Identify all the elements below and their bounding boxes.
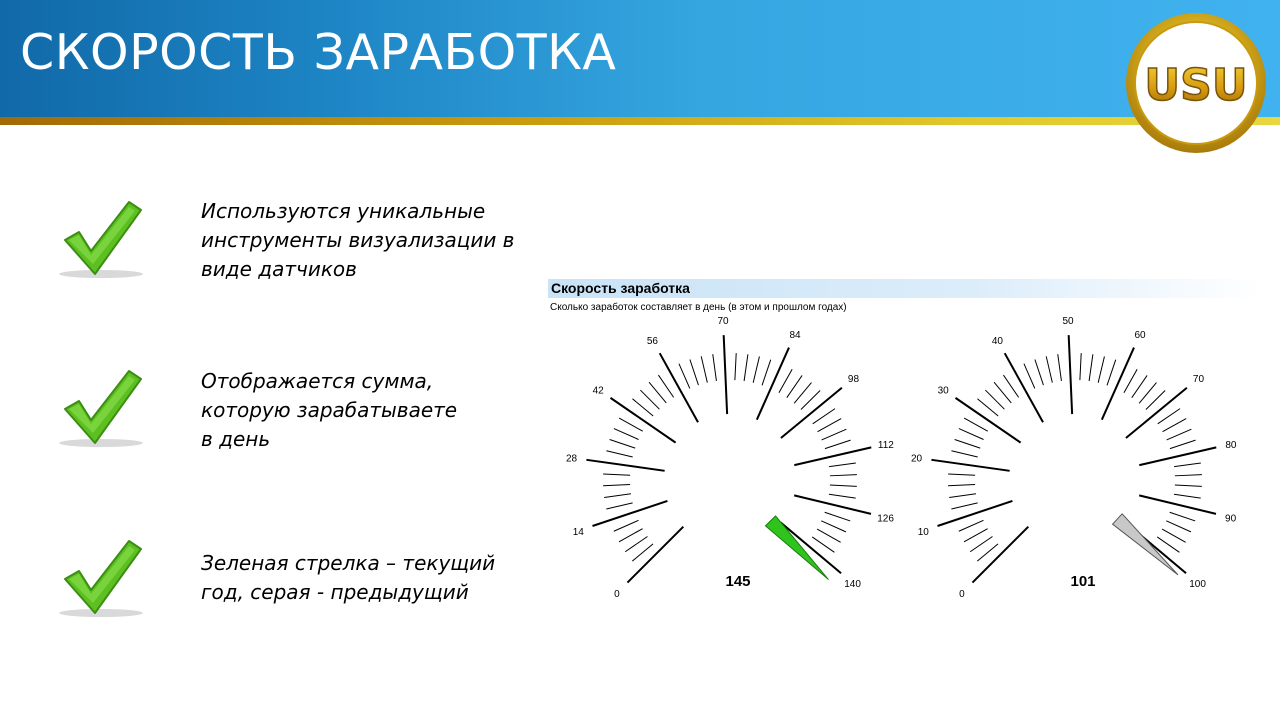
tick-label: 70 xyxy=(1192,374,1205,386)
bullet-line: в день xyxy=(201,427,271,451)
tick-label: 84 xyxy=(789,329,801,341)
gauge-value: 145 xyxy=(725,573,751,590)
minor-tick xyxy=(985,390,1004,409)
minor-tick xyxy=(614,520,639,531)
minor-tick xyxy=(679,364,690,389)
minor-tick xyxy=(830,485,857,486)
tick-label: 14 xyxy=(572,526,584,538)
tick-label: 0 xyxy=(614,589,620,601)
minor-tick xyxy=(1174,463,1201,467)
bullet-line: виде датчиков xyxy=(201,257,357,281)
major-tick xyxy=(931,460,1009,471)
major-tick xyxy=(972,527,1028,583)
minor-tick xyxy=(1158,409,1180,424)
gauge-value: 101 xyxy=(1070,573,1096,590)
minor-tick xyxy=(603,485,630,486)
minor-tick xyxy=(1003,375,1018,397)
minor-tick xyxy=(825,440,851,448)
tick-label: 42 xyxy=(592,385,604,397)
minor-tick xyxy=(1035,359,1044,385)
minor-tick xyxy=(1170,440,1196,448)
minor-tick xyxy=(606,451,632,457)
minor-tick xyxy=(813,409,835,424)
minor-tick xyxy=(1107,360,1116,386)
minor-tick xyxy=(955,439,981,448)
minor-tick xyxy=(632,399,653,416)
minor-tick xyxy=(603,474,630,475)
minor-tick xyxy=(606,503,632,509)
minor-tick xyxy=(1170,512,1196,521)
minor-tick xyxy=(744,354,748,381)
tick-label: 100 xyxy=(1189,578,1206,590)
bullet-line: Отображается сумма, xyxy=(201,369,434,393)
bullet-line: которую зарабатываете xyxy=(201,398,458,422)
minor-tick xyxy=(1024,364,1035,389)
minor-tick xyxy=(829,463,856,467)
minor-tick xyxy=(632,544,653,561)
minor-tick xyxy=(690,359,699,385)
minor-tick xyxy=(649,382,666,403)
minor-tick xyxy=(1146,391,1165,410)
minor-tick xyxy=(610,439,636,448)
minor-tick xyxy=(658,375,673,397)
gauge-needle xyxy=(765,516,828,580)
tick-label: 28 xyxy=(565,453,578,465)
tick-label: 56 xyxy=(646,336,658,348)
minor-tick xyxy=(829,494,856,498)
minor-tick xyxy=(1046,356,1052,382)
minor-tick xyxy=(787,375,802,397)
tick-label: 30 xyxy=(937,385,949,397)
major-tick xyxy=(627,527,683,583)
minor-tick xyxy=(948,485,975,486)
minor-tick xyxy=(959,520,984,531)
minor-tick xyxy=(830,475,857,476)
tick-label: 20 xyxy=(910,453,923,465)
tick-label: 40 xyxy=(991,336,1003,348)
major-tick xyxy=(1139,495,1216,513)
minor-tick xyxy=(1139,383,1156,404)
minor-tick xyxy=(1098,356,1104,382)
minor-tick xyxy=(735,353,736,380)
major-tick xyxy=(586,460,664,471)
major-tick xyxy=(781,522,842,573)
tick-label: 60 xyxy=(1134,329,1146,341)
minor-tick xyxy=(951,503,977,509)
minor-tick xyxy=(713,354,717,381)
minor-tick xyxy=(1058,354,1062,381)
minor-tick xyxy=(964,418,988,431)
major-tick xyxy=(611,398,676,443)
minor-tick xyxy=(817,529,841,542)
minor-tick xyxy=(825,512,851,521)
minor-tick xyxy=(625,536,647,551)
minor-tick xyxy=(762,360,771,386)
bullet-line: Используются уникальные xyxy=(201,199,486,223)
minor-tick xyxy=(977,399,998,416)
minor-tick xyxy=(801,391,820,410)
minor-tick xyxy=(994,382,1011,403)
minor-tick xyxy=(604,494,631,498)
minor-tick xyxy=(753,356,759,382)
minor-tick xyxy=(1162,529,1186,542)
tick-label: 98 xyxy=(847,374,860,386)
major-tick xyxy=(794,495,871,513)
tick-label: 112 xyxy=(877,440,894,452)
logo-text: USU xyxy=(1144,60,1248,111)
minor-tick xyxy=(818,419,842,432)
major-tick xyxy=(1069,335,1072,414)
minor-tick xyxy=(964,529,988,542)
minor-tick xyxy=(959,429,984,440)
minor-tick xyxy=(614,429,639,440)
bullet-line: год, серая - предыдущий xyxy=(201,580,469,604)
tick-label: 50 xyxy=(1062,316,1074,328)
minor-tick xyxy=(1089,354,1093,381)
slide-title: СКОРОСТЬ ЗАРАБОТКА xyxy=(20,24,617,81)
minor-tick xyxy=(970,536,992,551)
minor-tick xyxy=(948,474,975,475)
major-tick xyxy=(781,388,842,438)
minor-tick xyxy=(1157,537,1179,552)
minor-tick xyxy=(619,529,643,542)
minor-tick xyxy=(949,494,976,498)
minor-tick xyxy=(1166,521,1191,532)
tick-label: 80 xyxy=(1225,440,1237,452)
minor-tick xyxy=(1132,375,1147,397)
panel-subtitle: Сколько заработок составляет в день (в этом и прошлом годах) xyxy=(550,302,847,313)
bullet-line: Зеленая стрелка – текущий xyxy=(201,551,496,575)
minor-tick xyxy=(779,369,792,393)
minor-tick xyxy=(1175,485,1202,486)
tick-label: 90 xyxy=(1225,513,1237,525)
minor-tick xyxy=(1124,369,1137,393)
tick-label: 126 xyxy=(877,513,894,525)
tick-label: 70 xyxy=(717,316,729,328)
major-tick xyxy=(592,501,667,526)
major-tick xyxy=(724,335,727,414)
minor-tick xyxy=(1167,429,1192,440)
minor-tick xyxy=(701,356,707,382)
major-tick xyxy=(1126,388,1187,438)
major-tick xyxy=(1005,353,1043,422)
minor-tick xyxy=(794,383,811,404)
minor-tick xyxy=(951,451,977,457)
tick-label: 140 xyxy=(844,578,861,590)
minor-tick xyxy=(821,521,846,532)
minor-tick xyxy=(1163,419,1187,432)
minor-tick xyxy=(822,429,847,440)
minor-tick xyxy=(1080,353,1081,380)
major-tick xyxy=(956,398,1021,443)
minor-tick xyxy=(1175,475,1202,476)
major-tick xyxy=(660,353,698,422)
minor-tick xyxy=(812,537,834,552)
minor-tick xyxy=(640,390,659,409)
panel-title: Скорость заработка xyxy=(548,279,1261,298)
bullet-line: инструменты визуализации в xyxy=(201,228,515,252)
major-tick xyxy=(1139,447,1216,465)
minor-tick xyxy=(977,544,998,561)
major-tick xyxy=(794,447,871,465)
minor-tick xyxy=(1174,494,1201,498)
minor-tick xyxy=(619,418,643,431)
tick-label: 10 xyxy=(917,526,929,538)
major-tick xyxy=(937,501,1012,526)
tick-label: 0 xyxy=(959,589,965,601)
